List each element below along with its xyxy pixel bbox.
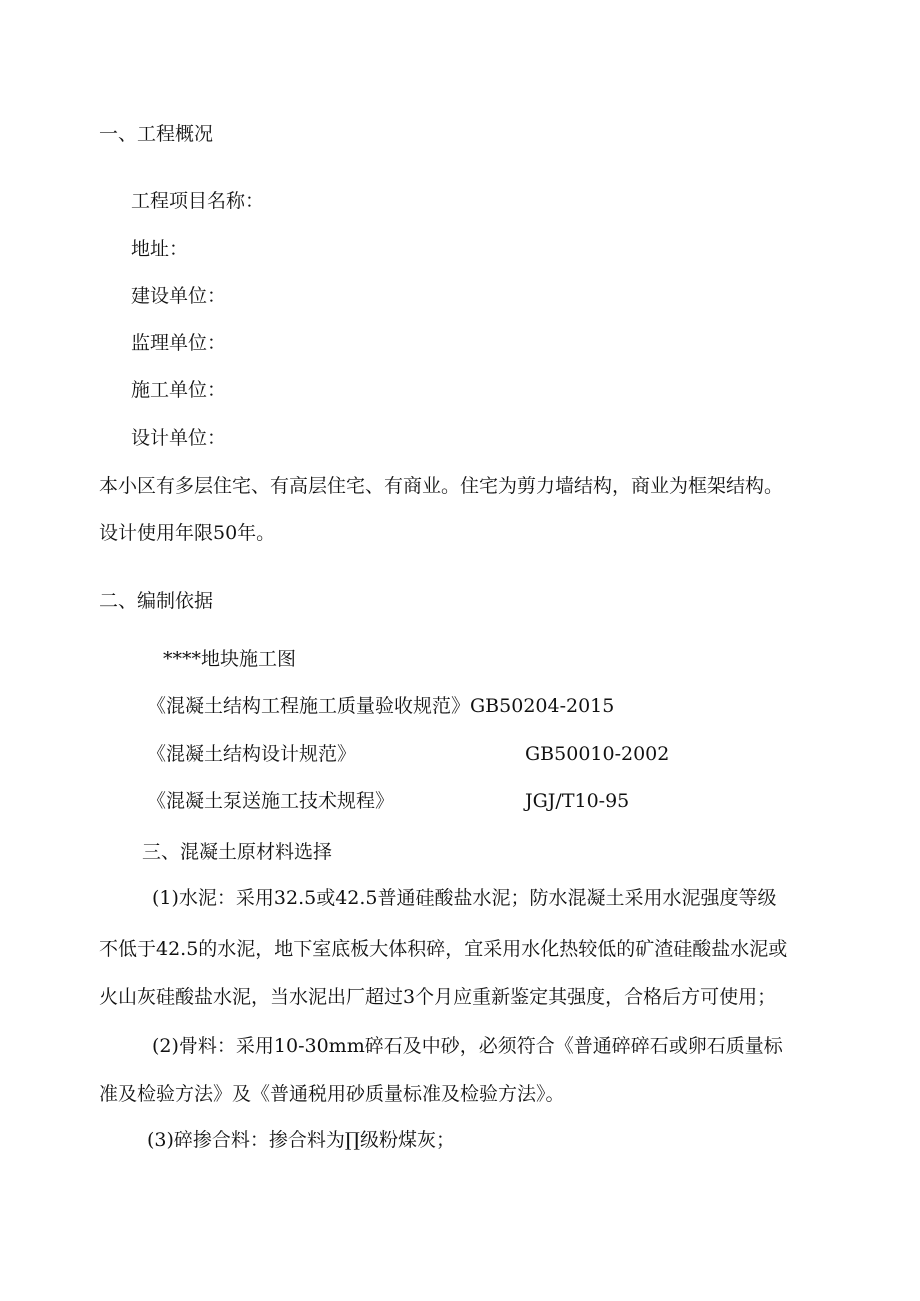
overview-paragraph-line: 本小区有多层住宅、有高层住宅、有商业。住宅为剪力墙结构，商业为框架结构。 <box>99 475 784 497</box>
section-heading-basis: 二、编制依据 <box>99 590 214 612</box>
material-cement-line: 不低于42.5的水泥，地下室底板大体积碎，宜采用水化热较低的矿渣硅酸盐水泥或 <box>99 938 788 960</box>
field-supervision-unit: 监理单位： <box>131 332 227 354</box>
material-aggregate-line: 准及检验方法》及《普通税用砂质量标准及检验方法》。 <box>99 1083 565 1105</box>
material-admixture-line: (3)碎掺合料：掺合料为∏级粉煤灰； <box>147 1129 456 1151</box>
reference-code: GB50010-2002 <box>525 743 670 765</box>
section-heading-overview: 一、工程概况 <box>99 123 214 145</box>
section-heading-materials: 三、混凝土原材料选择 <box>142 841 333 863</box>
field-owner-unit: 建设单位： <box>131 285 227 307</box>
field-address: 地址： <box>131 238 189 260</box>
reference-code: JGJ/T10-95 <box>525 790 630 812</box>
material-aggregate-line: (2)骨料：采用10-30mm碎石及中砂，必须符合《普通碎碎石或卵石质量标 <box>152 1035 783 1057</box>
material-cement-line: (1)水泥：采用32.5或42.5普通硅酸盐水泥；防水混凝土采用水泥强度等级 <box>152 887 777 909</box>
reference-title: 《混凝土结构工程施工质量验收规范》GB50204-2015 <box>147 695 615 717</box>
reference-title: 《混凝土泵送施工技术规程》 <box>147 790 395 812</box>
field-construction-unit: 施工单位： <box>131 379 227 401</box>
material-cement-line: 火山灰硅酸盐水泥，当水泥出厂超过3个月应重新鉴定其强度，合格后方可使用； <box>99 986 777 1008</box>
overview-paragraph-line: 设计使用年限50年。 <box>99 522 276 544</box>
field-design-unit: 设计单位： <box>131 427 227 449</box>
reference-drawing: ****地块施工图 <box>163 648 297 670</box>
reference-title: 《混凝土结构设计规范》 <box>147 743 357 765</box>
field-project-name: 工程项目名称： <box>131 190 265 212</box>
